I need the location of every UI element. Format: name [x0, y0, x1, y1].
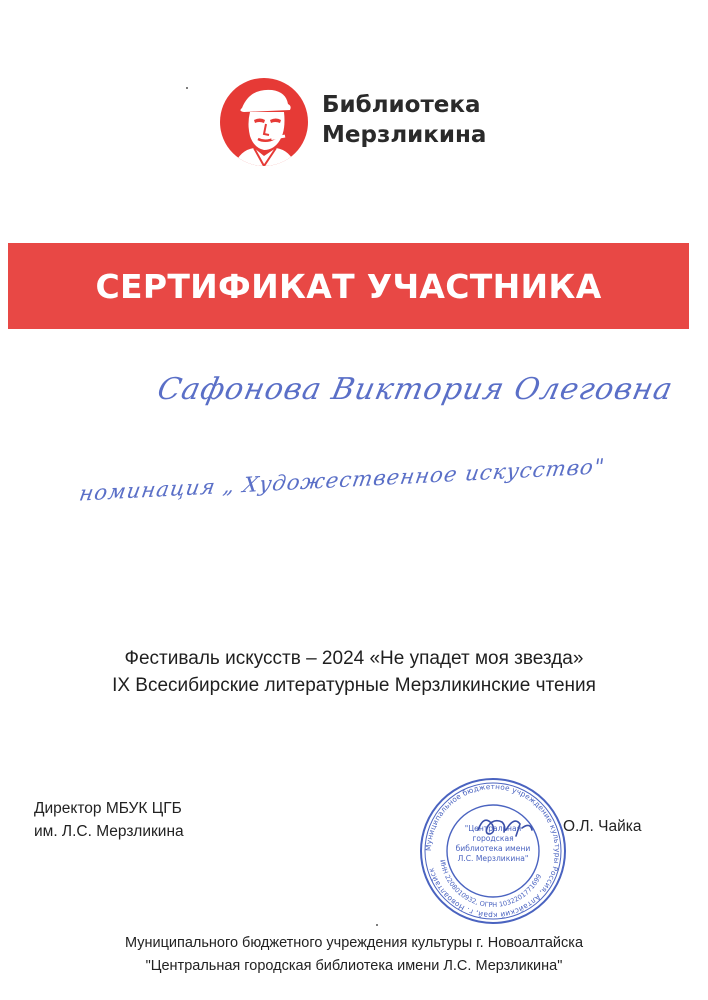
- festival-title: Фестиваль искусств – 2024 «Не упадет моя звезда»: [124, 648, 584, 669]
- logo-wordmark: [322, 90, 486, 150]
- director-title-line-2: им. Л.С. Мерзликина: [34, 823, 184, 840]
- handwritten-signature: [470, 808, 540, 848]
- title-banner: [8, 243, 689, 329]
- certificate-title: СЕРТИФИКАТ УЧАСТНИКА: [95, 266, 602, 306]
- portrait-icon: [220, 78, 308, 166]
- nomination-text: номинация „ Художественное искусство": [77, 454, 607, 506]
- stamp-inner-text: "Центральная городская библиотека имени Л.С. Мерзликина": [455, 824, 531, 863]
- director-title-line-1: Директор МБУК ЦГБ: [34, 800, 182, 817]
- festival-subtitle: IX Всесибирские литературные Мерзликинские чтения: [112, 675, 596, 696]
- issuer-line-1: Муниципального бюджетного учреждения культуры г. Новоалтайска: [124, 935, 584, 951]
- stamp-bottom-text: ИНН 2208010932, ОГРН 1032201771699: [438, 859, 544, 910]
- speck: [186, 87, 188, 89]
- participant-name: Сафонова Виктория Олеговна: [154, 372, 677, 407]
- logo-line-1: Библиотека: [322, 92, 481, 118]
- speck: [376, 924, 378, 926]
- signatory-name: О.Л. Чайка: [563, 818, 642, 835]
- stamp-outer-text: Муниципальное бюджетное учреждение культуры Россия, Алтайский край, г. Новоалтайск: [423, 781, 563, 921]
- official-stamp: [418, 776, 568, 926]
- director-title: [34, 797, 184, 843]
- logo-line-2: Мерзликина: [322, 122, 487, 148]
- issuer-line-2: "Центральная городская библиотека имени Л.С. Мерзликина": [145, 958, 563, 974]
